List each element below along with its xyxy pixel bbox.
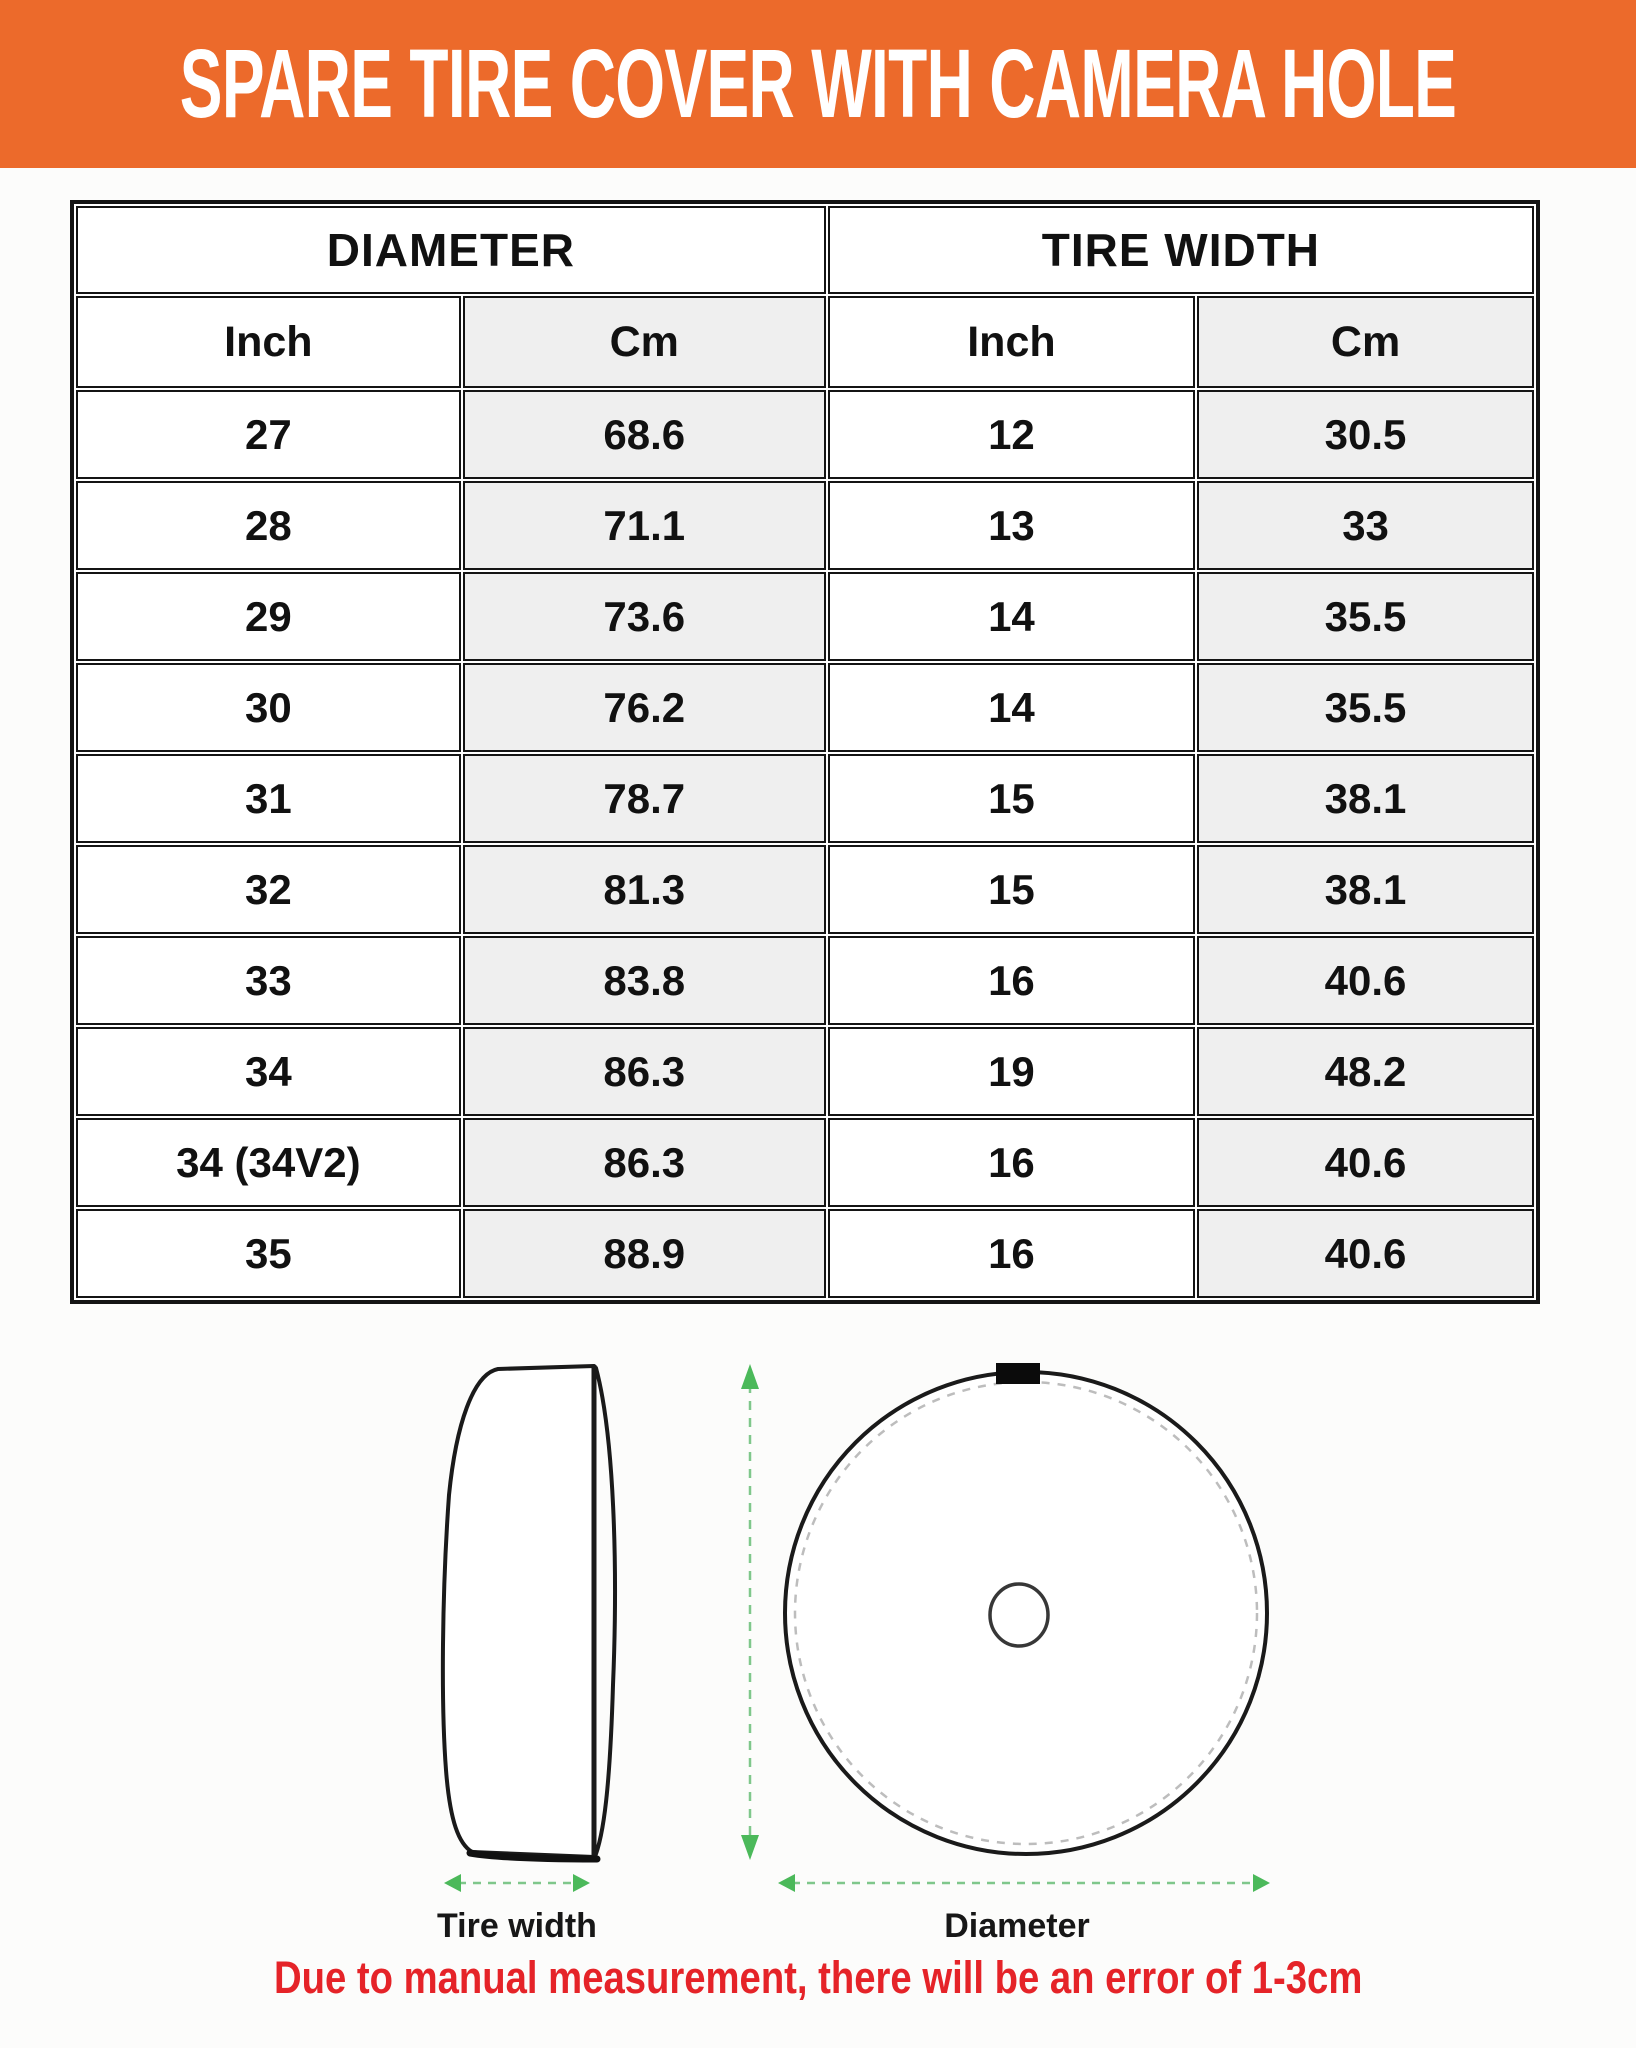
table-row bbox=[76, 754, 1534, 843]
table-cell: 38.1 bbox=[1197, 754, 1534, 843]
disclaimer-text: Due to manual measurement, there will be an error of 1-3cm bbox=[273, 1952, 1363, 2003]
table-cell: 31 bbox=[76, 754, 461, 843]
table-row bbox=[76, 390, 1534, 479]
vertical-measure-arrow bbox=[741, 1364, 759, 1860]
column-header-cm: Cm bbox=[463, 296, 826, 388]
table-cell: 40.6 bbox=[1197, 936, 1534, 1025]
table-row bbox=[76, 481, 1534, 570]
diameter-label: Diameter bbox=[944, 1907, 1090, 1945]
table-cell: 81.3 bbox=[463, 845, 826, 934]
table-cell: 78.7 bbox=[463, 754, 826, 843]
table-row bbox=[76, 845, 1534, 934]
size-chart-table bbox=[70, 200, 1540, 1304]
table-cell: 83.8 bbox=[463, 936, 826, 1025]
measurement-diagram bbox=[0, 1330, 1636, 1950]
tire-width-label: Tire width bbox=[437, 1907, 597, 1945]
measurement-disclaimer bbox=[0, 1952, 1636, 2004]
table-cell: 34 (34V2) bbox=[76, 1118, 461, 1207]
table-row bbox=[76, 936, 1534, 1025]
table-cell: 48.2 bbox=[1197, 1027, 1534, 1116]
column-header-inch: Inch bbox=[828, 296, 1195, 388]
table-cell: 33 bbox=[76, 936, 461, 1025]
table-cell: 12 bbox=[828, 390, 1195, 479]
table-cell: 35.5 bbox=[1197, 572, 1534, 661]
table-cell: 68.6 bbox=[463, 390, 826, 479]
table-cell: 73.6 bbox=[463, 572, 826, 661]
table-cell: 16 bbox=[828, 1118, 1195, 1207]
table-cell: 40.6 bbox=[1197, 1118, 1534, 1207]
table-cell: 88.9 bbox=[463, 1209, 826, 1298]
table-cell: 14 bbox=[828, 572, 1195, 661]
table-cell: 76.2 bbox=[463, 663, 826, 752]
table-cell: 15 bbox=[828, 754, 1195, 843]
table-cell: 35 bbox=[76, 1209, 461, 1298]
table-row bbox=[76, 1209, 1534, 1298]
table-cell: 32 bbox=[76, 845, 461, 934]
tire-front-view-illustration bbox=[785, 1363, 1267, 1854]
table-cell: 16 bbox=[828, 1209, 1195, 1298]
page-title: SPARE TIRE COVER WITH CAMERA HOLE bbox=[179, 29, 1457, 138]
table-cell: 13 bbox=[828, 481, 1195, 570]
table-group-header-row bbox=[76, 206, 1534, 294]
table-cell: 16 bbox=[828, 936, 1195, 1025]
table-cell: 14 bbox=[828, 663, 1195, 752]
top-notch-marker bbox=[996, 1363, 1040, 1384]
diameter-group-header: DIAMETER bbox=[76, 206, 826, 294]
tire-width-measure-arrow bbox=[444, 1874, 590, 1892]
table-cell: 33 bbox=[1197, 481, 1534, 570]
table-cell: 30 bbox=[76, 663, 461, 752]
tire-side-view-illustration bbox=[443, 1365, 615, 1859]
table-cell: 15 bbox=[828, 845, 1195, 934]
table-column-header-row bbox=[76, 296, 1534, 388]
table-cell: 40.6 bbox=[1197, 1209, 1534, 1298]
table-row bbox=[76, 572, 1534, 661]
table-cell: 35.5 bbox=[1197, 663, 1534, 752]
table-cell: 38.1 bbox=[1197, 845, 1534, 934]
table-cell: 30.5 bbox=[1197, 390, 1534, 479]
table-cell: 29 bbox=[76, 572, 461, 661]
table-cell: 19 bbox=[828, 1027, 1195, 1116]
table-row bbox=[76, 663, 1534, 752]
table-cell: 71.1 bbox=[463, 481, 826, 570]
size-table-body bbox=[76, 390, 1534, 1298]
table-cell: 27 bbox=[76, 390, 461, 479]
table-cell: 28 bbox=[76, 481, 461, 570]
table-cell: 34 bbox=[76, 1027, 461, 1116]
diameter-measure-arrow bbox=[778, 1874, 1270, 1892]
table-cell: 86.3 bbox=[463, 1027, 826, 1116]
column-header-cm: Cm bbox=[1197, 296, 1534, 388]
table-row bbox=[76, 1118, 1534, 1207]
table-row bbox=[76, 1027, 1534, 1116]
table-cell: 86.3 bbox=[463, 1118, 826, 1207]
header-banner bbox=[0, 0, 1636, 168]
camera-hole bbox=[990, 1584, 1048, 1646]
column-header-inch: Inch bbox=[76, 296, 461, 388]
tire-width-group-header: TIRE WIDTH bbox=[828, 206, 1534, 294]
